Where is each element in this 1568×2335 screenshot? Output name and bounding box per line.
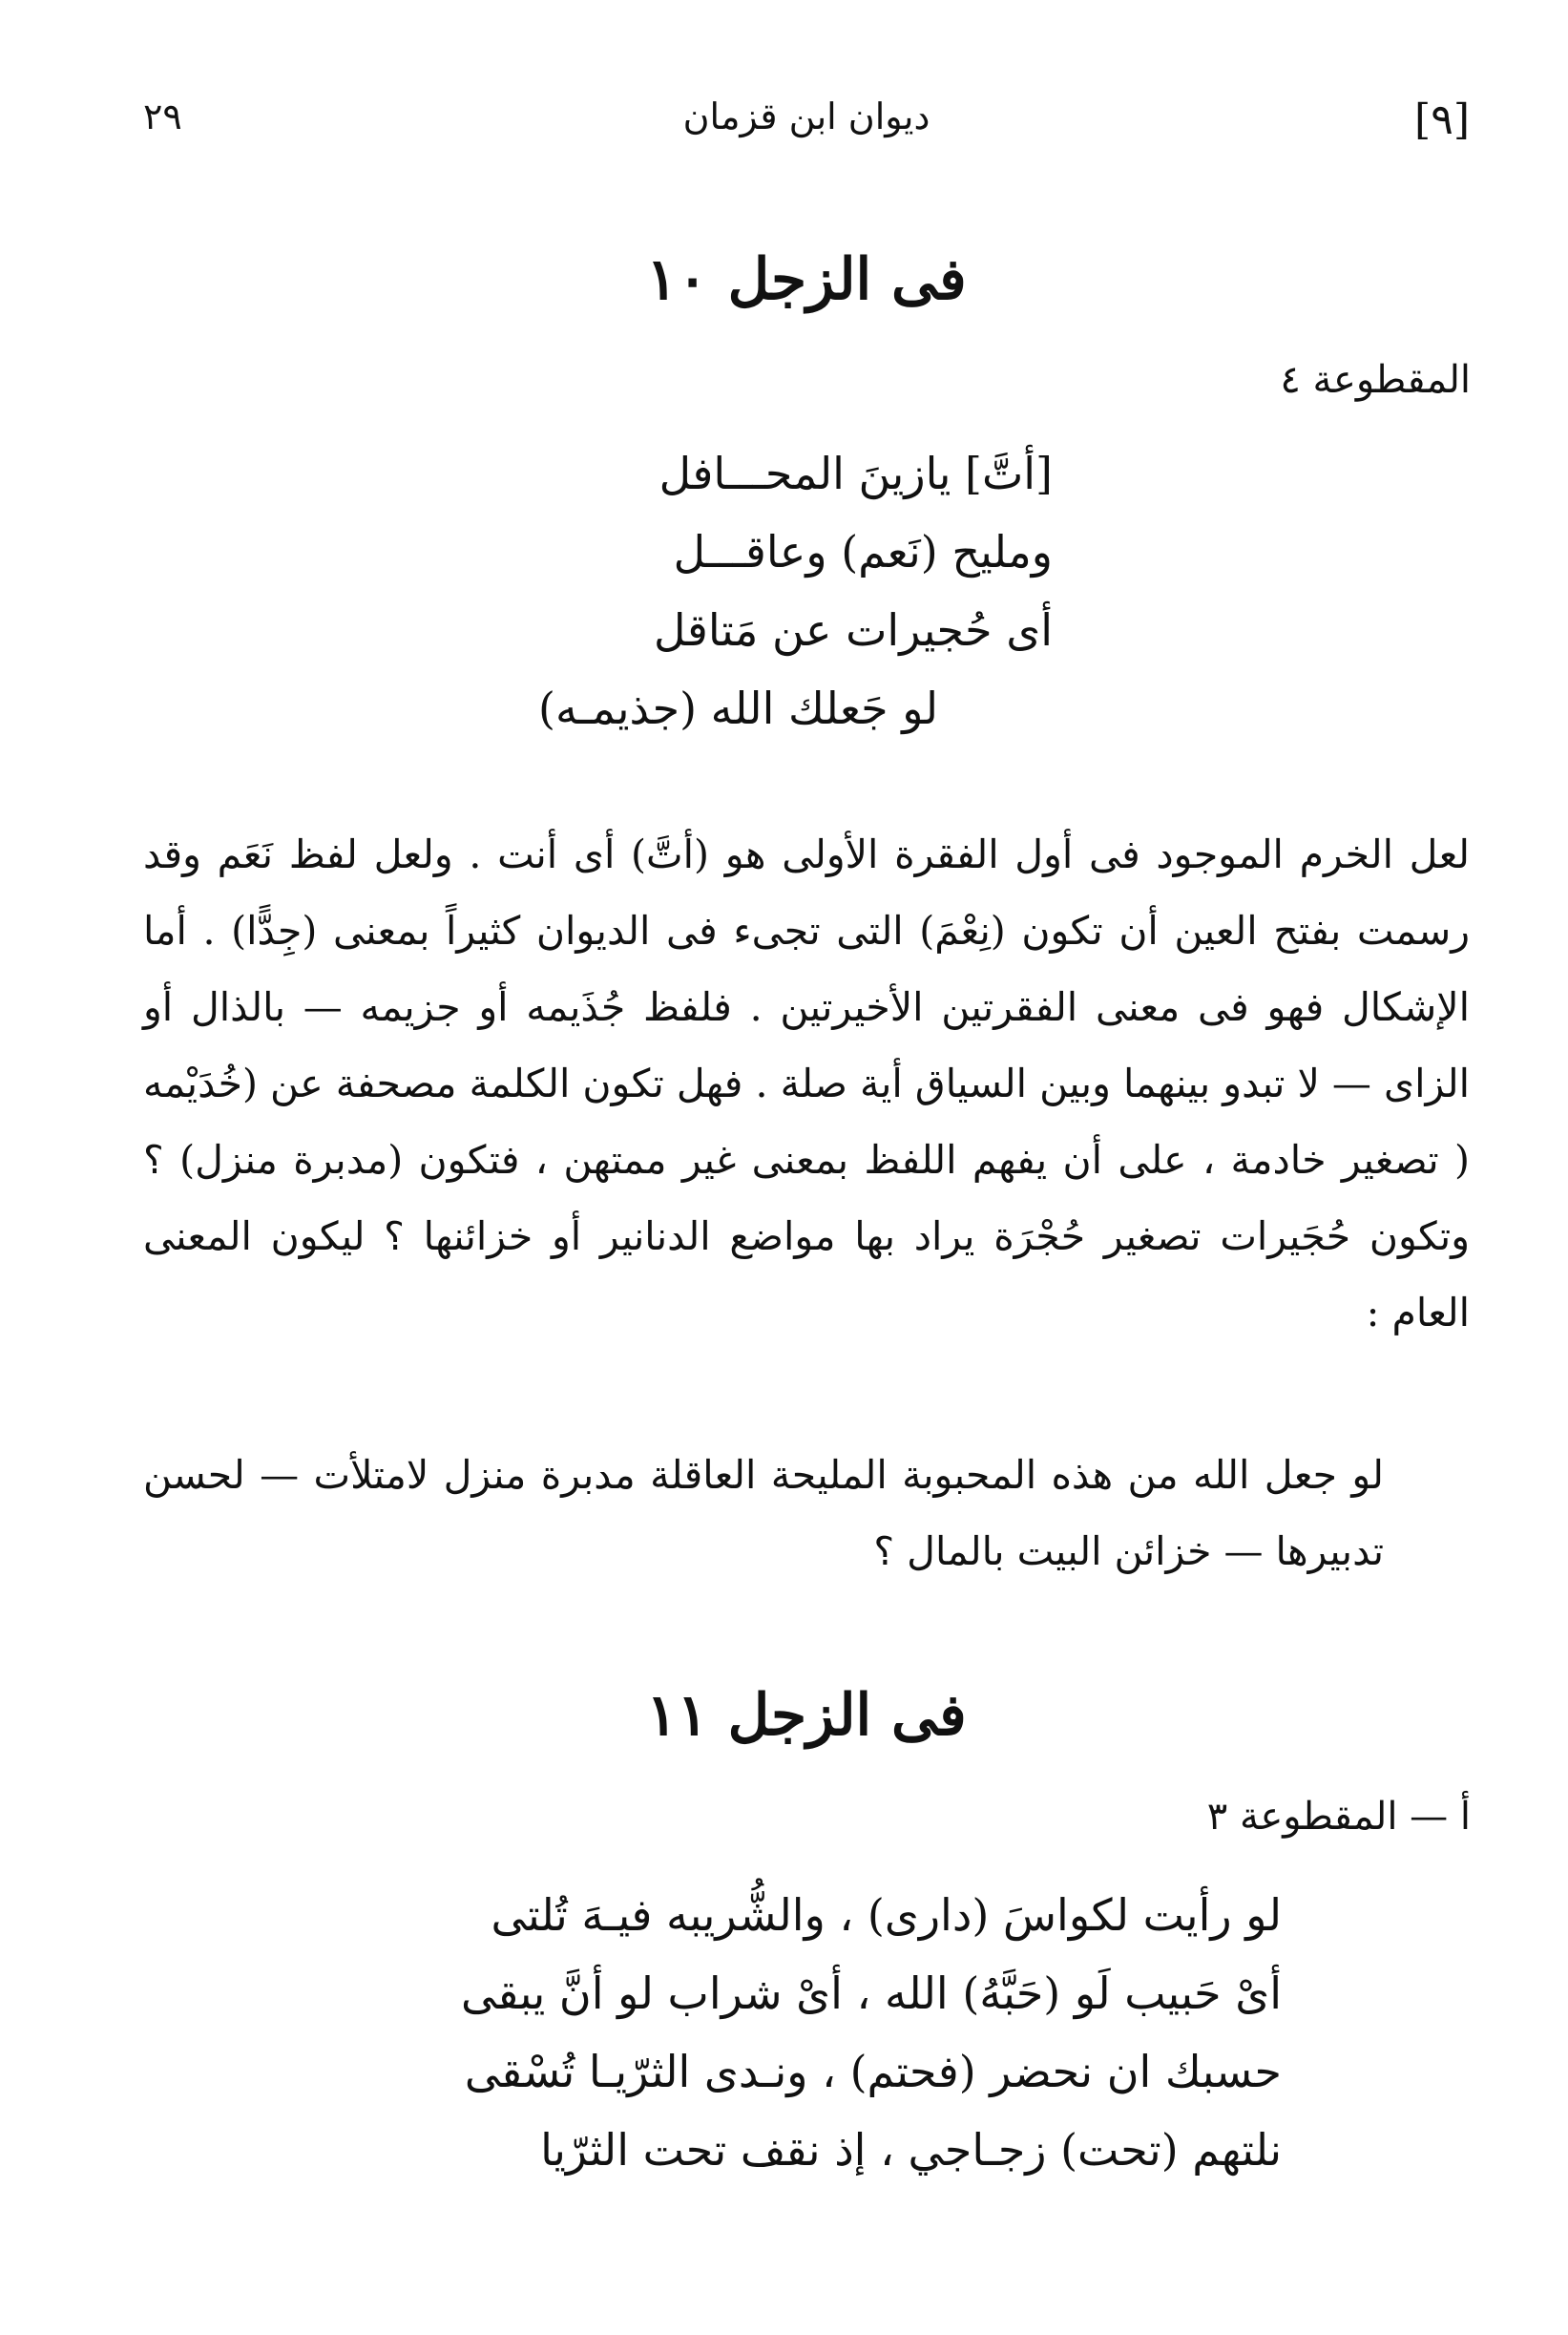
verse-line: حسبك ان نحضر (فحتم) ، ونـدى الثرّيـا تُسْقى [464,2046,1282,2097]
page-header [143,95,1470,162]
verse-line: لو جَعلك الله (جذيمـه) [538,683,938,734]
verse-block-1 [538,434,1053,747]
verse-line: ومليح (نَعم) وعاقـــل [673,526,1053,578]
verse-block-2 [461,1876,1282,2189]
section-title-zajal-10: فى الزجل ١٠ [646,246,967,313]
meaning-paragraph [143,1437,1470,1589]
section-marker: [٩] [1414,95,1470,144]
commentary-text: لعل الخرم الموجود فى أول الفقرة الأولى هو (أتَّ) أى أنت . ولعل لفظ نَعَم وقد رسمت بفتح العين أن تكون (نِعْمَ) التى تجىء فى الديوان كثيراً بمعنى (جِدًّا) . أما الإشكال فهو فى معنى الفقرتين الأخيرتين . فلفظ جُذَيمه أو جزيمه — بالذال أو الزاى — لا تبدو بينهما وبين السياق أية صلة . فهل تكون الكلمة مصحفة عن (خُدَيْمه ( تصغير خادمة ، على أن يفهم اللفظ بمعنى غير ممتهن ، فتكون (مدبرة منزل) ؟ وتكون حُجَيرات تصغير حُجْرَة يراد بها مواضع الدنانير أو خزائنها ؟ ليكون المعنى العام : [143,831,1470,1336]
verse-line: لو رأيت لكواسَ (دارى) ، والشُّريبه فيـهَ تُلتى [491,1889,1282,1941]
subheading-piece-4: المقطوعة ٤ [1280,358,1471,402]
section-title-zajal-11: فى الزجل ١١ [646,1682,967,1749]
verse-line: أى حُجيرات عن مَتاقل [654,604,1053,656]
verse-line: نلتهم (تحت) زجـاجي ، إذ نقف تحت الثرّيا [540,2124,1282,2176]
meaning-text: لو جعل الله من هذه المحبوبة المليحة العاقلة مدبرة منزل لامتلأت — لحسن تدبيرها — خزائن البيت بالمال ؟ [143,1452,1384,1574]
running-title: ديوان ابن قزمان [682,95,930,137]
verse-line: [أتَّ] يازينَ المحـــافل [659,448,1053,499]
page-number: ٢٩ [143,95,182,137]
subheading-a-piece-3: أ — المقطوعة ٣ [1206,1795,1471,1839]
commentary-paragraph [143,816,1470,1351]
verse-line: أىْ حَبيب لَو (حَبَّهُ) الله ، أىْ شراب لو أنَّ يبقى [461,1967,1282,2019]
